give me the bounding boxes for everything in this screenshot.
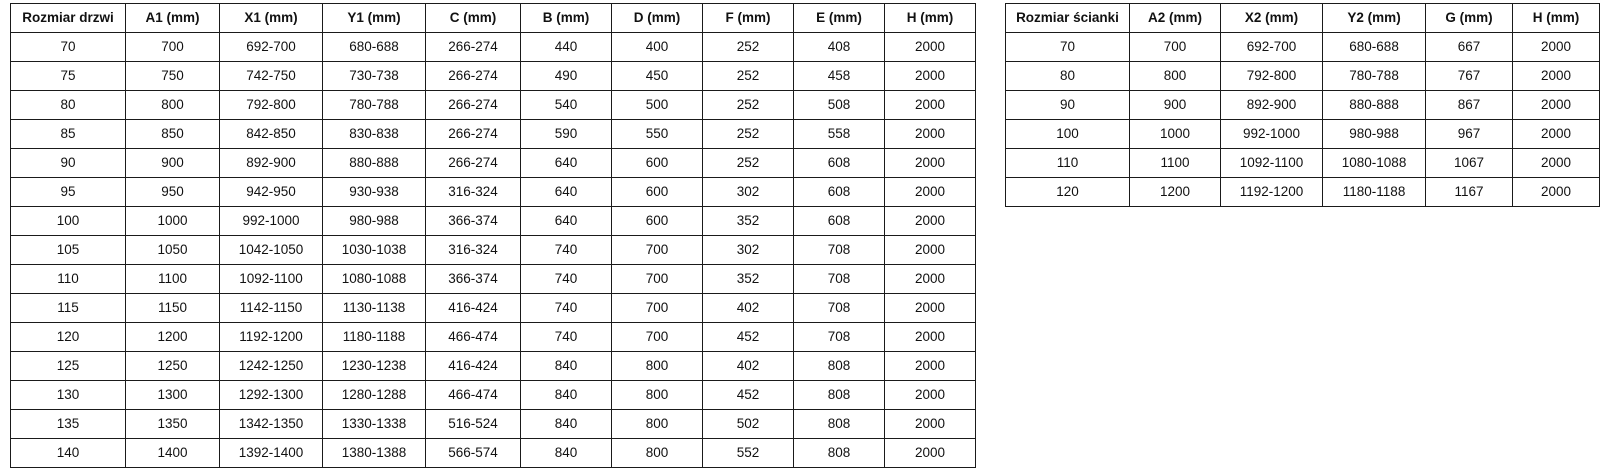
table-cell: 115 bbox=[11, 294, 126, 323]
table-cell: 880-888 bbox=[323, 149, 426, 178]
table-cell: 2000 bbox=[885, 91, 976, 120]
table-cell: 1100 bbox=[126, 265, 220, 294]
table-header-row bbox=[1006, 4, 1600, 33]
table-cell: 792-800 bbox=[1221, 62, 1323, 91]
table-cell: 1042-1050 bbox=[220, 236, 323, 265]
table-cell: 850 bbox=[126, 120, 220, 149]
table-cell: 2000 bbox=[885, 410, 976, 439]
table-cell: 2000 bbox=[885, 62, 976, 91]
table-cell: 667 bbox=[1426, 33, 1513, 62]
table-cell: 2000 bbox=[885, 352, 976, 381]
table-cell: 1242-1250 bbox=[220, 352, 323, 381]
table-cell: 1092-1100 bbox=[220, 265, 323, 294]
table-cell: 416-424 bbox=[426, 294, 521, 323]
table-cell: 730-738 bbox=[323, 62, 426, 91]
table-cell: 1192-1200 bbox=[220, 323, 323, 352]
column-header: D (mm) bbox=[612, 4, 703, 33]
table-cell: 740 bbox=[521, 236, 612, 265]
table-cell: 352 bbox=[703, 265, 794, 294]
table-cell: 508 bbox=[794, 91, 885, 120]
table-cell: 2000 bbox=[885, 178, 976, 207]
table-cell: 1192-1200 bbox=[1221, 178, 1323, 207]
table-cell: 980-988 bbox=[1323, 120, 1426, 149]
table-cell: 490 bbox=[521, 62, 612, 91]
table-cell: 120 bbox=[11, 323, 126, 352]
table-cell: 867 bbox=[1426, 91, 1513, 120]
table-cell: 452 bbox=[703, 323, 794, 352]
table-cell: 1050 bbox=[126, 236, 220, 265]
table-cell: 608 bbox=[794, 207, 885, 236]
table-cell: 800 bbox=[612, 439, 703, 468]
table-cell: 1380-1388 bbox=[323, 439, 426, 468]
column-header: G (mm) bbox=[1426, 4, 1513, 33]
table-cell: 780-788 bbox=[323, 91, 426, 120]
table-cell: 566-574 bbox=[426, 439, 521, 468]
table-cell: 466-474 bbox=[426, 323, 521, 352]
table-cell: 452 bbox=[703, 381, 794, 410]
table-cell: 450 bbox=[612, 62, 703, 91]
table-cell: 1250 bbox=[126, 352, 220, 381]
table-cell: 125 bbox=[11, 352, 126, 381]
table-cell: 85 bbox=[11, 120, 126, 149]
table-cell: 316-324 bbox=[426, 236, 521, 265]
table-cell: 692-700 bbox=[1221, 33, 1323, 62]
table-cell: 2000 bbox=[885, 149, 976, 178]
table-cell: 70 bbox=[1006, 33, 1130, 62]
table-cell: 2000 bbox=[885, 381, 976, 410]
column-header: X1 (mm) bbox=[220, 4, 323, 33]
table-cell: 700 bbox=[612, 265, 703, 294]
table-cell: 1142-1150 bbox=[220, 294, 323, 323]
table-row bbox=[1006, 62, 1600, 91]
table-cell: 708 bbox=[794, 294, 885, 323]
table-cell: 2000 bbox=[885, 265, 976, 294]
table-cell: 808 bbox=[794, 439, 885, 468]
column-header: A2 (mm) bbox=[1129, 4, 1220, 33]
table-row bbox=[11, 410, 976, 439]
table-cell: 808 bbox=[794, 352, 885, 381]
table-cell: 416-424 bbox=[426, 352, 521, 381]
table-cell: 840 bbox=[521, 381, 612, 410]
table-row bbox=[1006, 91, 1600, 120]
table-cell: 808 bbox=[794, 410, 885, 439]
table-cell: 302 bbox=[703, 178, 794, 207]
table-row bbox=[11, 265, 976, 294]
table-cell: 466-474 bbox=[426, 381, 521, 410]
table-cell: 2000 bbox=[1513, 33, 1600, 62]
table-cell: 135 bbox=[11, 410, 126, 439]
table-cell: 80 bbox=[1006, 62, 1130, 91]
column-header: Rozmiar ścianki bbox=[1006, 4, 1130, 33]
table-cell: 400 bbox=[612, 33, 703, 62]
wall-size-table bbox=[1005, 3, 1600, 207]
table-cell: 740 bbox=[521, 294, 612, 323]
table-cell: 900 bbox=[1129, 91, 1220, 120]
table-cell: 2000 bbox=[1513, 149, 1600, 178]
table-cell: 680-688 bbox=[323, 33, 426, 62]
table-cell: 1092-1100 bbox=[1221, 149, 1323, 178]
table-cell: 130 bbox=[11, 381, 126, 410]
table-cell: 2000 bbox=[1513, 91, 1600, 120]
table-cell: 708 bbox=[794, 323, 885, 352]
table-cell: 980-988 bbox=[323, 207, 426, 236]
table-cell: 458 bbox=[794, 62, 885, 91]
table-cell: 90 bbox=[1006, 91, 1130, 120]
table-cell: 352 bbox=[703, 207, 794, 236]
table-cell: 692-700 bbox=[220, 33, 323, 62]
table-cell: 120 bbox=[1006, 178, 1130, 207]
table-row bbox=[1006, 149, 1600, 178]
table-cell: 740 bbox=[521, 265, 612, 294]
table-cell: 1000 bbox=[1129, 120, 1220, 149]
table-cell: 402 bbox=[703, 294, 794, 323]
table-cell: 402 bbox=[703, 352, 794, 381]
table-cell: 366-374 bbox=[426, 265, 521, 294]
table-cell: 90 bbox=[11, 149, 126, 178]
table-cell: 1392-1400 bbox=[220, 439, 323, 468]
table-cell: 252 bbox=[703, 149, 794, 178]
table-cell: 316-324 bbox=[426, 178, 521, 207]
table-cell: 600 bbox=[612, 178, 703, 207]
table-cell: 608 bbox=[794, 149, 885, 178]
table-cell: 600 bbox=[612, 207, 703, 236]
table-row bbox=[1006, 178, 1600, 207]
wall-size-table-container bbox=[1005, 3, 1600, 207]
table-cell: 1180-1188 bbox=[323, 323, 426, 352]
door-size-table bbox=[10, 3, 976, 468]
table-cell: 1030-1038 bbox=[323, 236, 426, 265]
table-cell: 700 bbox=[612, 323, 703, 352]
table-cell: 266-274 bbox=[426, 149, 521, 178]
column-header: Rozmiar drzwi bbox=[11, 4, 126, 33]
table-row bbox=[11, 91, 976, 120]
table-row bbox=[11, 207, 976, 236]
table-cell: 640 bbox=[521, 149, 612, 178]
column-header: B (mm) bbox=[521, 4, 612, 33]
table-cell: 1330-1338 bbox=[323, 410, 426, 439]
table-cell: 140 bbox=[11, 439, 126, 468]
table-cell: 1130-1138 bbox=[323, 294, 426, 323]
table-cell: 2000 bbox=[1513, 120, 1600, 149]
table-row bbox=[11, 381, 976, 410]
table-cell: 892-900 bbox=[1221, 91, 1323, 120]
table-cell: 792-800 bbox=[220, 91, 323, 120]
column-header: Y2 (mm) bbox=[1323, 4, 1426, 33]
table-cell: 540 bbox=[521, 91, 612, 120]
column-header: X2 (mm) bbox=[1221, 4, 1323, 33]
table-cell: 780-788 bbox=[1323, 62, 1426, 91]
table-cell: 830-838 bbox=[323, 120, 426, 149]
table-cell: 800 bbox=[612, 352, 703, 381]
table-cell: 550 bbox=[612, 120, 703, 149]
table-cell: 1350 bbox=[126, 410, 220, 439]
column-header: E (mm) bbox=[794, 4, 885, 33]
column-header: A1 (mm) bbox=[126, 4, 220, 33]
table-cell: 95 bbox=[11, 178, 126, 207]
table-cell: 590 bbox=[521, 120, 612, 149]
table-cell: 2000 bbox=[1513, 62, 1600, 91]
table-cell: 252 bbox=[703, 91, 794, 120]
table-cell: 967 bbox=[1426, 120, 1513, 149]
table-row bbox=[11, 352, 976, 381]
table-cell: 708 bbox=[794, 265, 885, 294]
table-cell: 942-950 bbox=[220, 178, 323, 207]
table-cell: 558 bbox=[794, 120, 885, 149]
table-cell: 1230-1238 bbox=[323, 352, 426, 381]
table-cell: 552 bbox=[703, 439, 794, 468]
table-row bbox=[1006, 33, 1600, 62]
table-cell: 2000 bbox=[885, 323, 976, 352]
table-cell: 100 bbox=[11, 207, 126, 236]
table-header-row bbox=[11, 4, 976, 33]
table-cell: 950 bbox=[126, 178, 220, 207]
table-cell: 266-274 bbox=[426, 62, 521, 91]
table-cell: 750 bbox=[126, 62, 220, 91]
table-cell: 1300 bbox=[126, 381, 220, 410]
table-cell: 992-1000 bbox=[1221, 120, 1323, 149]
table-cell: 1000 bbox=[126, 207, 220, 236]
table-cell: 740 bbox=[521, 323, 612, 352]
table-cell: 516-524 bbox=[426, 410, 521, 439]
table-cell: 302 bbox=[703, 236, 794, 265]
column-header: C (mm) bbox=[426, 4, 521, 33]
table-cell: 1080-1088 bbox=[1323, 149, 1426, 178]
table-cell: 2000 bbox=[885, 120, 976, 149]
table-cell: 252 bbox=[703, 120, 794, 149]
table-cell: 640 bbox=[521, 207, 612, 236]
table-row bbox=[11, 149, 976, 178]
table-cell: 1167 bbox=[1426, 178, 1513, 207]
column-header: F (mm) bbox=[703, 4, 794, 33]
table-cell: 840 bbox=[521, 439, 612, 468]
column-header: H (mm) bbox=[885, 4, 976, 33]
table-cell: 110 bbox=[1006, 149, 1130, 178]
table-row bbox=[11, 62, 976, 91]
table-cell: 767 bbox=[1426, 62, 1513, 91]
table-cell: 408 bbox=[794, 33, 885, 62]
table-cell: 1100 bbox=[1129, 149, 1220, 178]
table-cell: 808 bbox=[794, 381, 885, 410]
table-cell: 2000 bbox=[885, 236, 976, 265]
table-cell: 500 bbox=[612, 91, 703, 120]
table-cell: 1067 bbox=[1426, 149, 1513, 178]
table-cell: 700 bbox=[126, 33, 220, 62]
column-header: H (mm) bbox=[1513, 4, 1600, 33]
column-header: Y1 (mm) bbox=[323, 4, 426, 33]
table-row bbox=[11, 33, 976, 62]
table-row bbox=[11, 294, 976, 323]
table-row bbox=[11, 439, 976, 468]
door-size-table-container bbox=[10, 3, 976, 468]
table-cell: 105 bbox=[11, 236, 126, 265]
table-row bbox=[11, 323, 976, 352]
table-row bbox=[11, 236, 976, 265]
table-cell: 700 bbox=[612, 236, 703, 265]
table-cell: 75 bbox=[11, 62, 126, 91]
table-cell: 930-938 bbox=[323, 178, 426, 207]
table-cell: 2000 bbox=[885, 439, 976, 468]
table-cell: 266-274 bbox=[426, 120, 521, 149]
table-cell: 880-888 bbox=[1323, 91, 1426, 120]
table-cell: 840 bbox=[521, 410, 612, 439]
table-cell: 842-850 bbox=[220, 120, 323, 149]
table-cell: 1400 bbox=[126, 439, 220, 468]
table-cell: 708 bbox=[794, 236, 885, 265]
table-cell: 2000 bbox=[1513, 178, 1600, 207]
table-row bbox=[11, 178, 976, 207]
table-cell: 600 bbox=[612, 149, 703, 178]
table-cell: 70 bbox=[11, 33, 126, 62]
table-cell: 640 bbox=[521, 178, 612, 207]
table-cell: 252 bbox=[703, 62, 794, 91]
table-cell: 1200 bbox=[126, 323, 220, 352]
table-cell: 252 bbox=[703, 33, 794, 62]
table-cell: 100 bbox=[1006, 120, 1130, 149]
table-cell: 1280-1288 bbox=[323, 381, 426, 410]
table-cell: 800 bbox=[1129, 62, 1220, 91]
table-cell: 2000 bbox=[885, 207, 976, 236]
table-cell: 1200 bbox=[1129, 178, 1220, 207]
table-cell: 840 bbox=[521, 352, 612, 381]
table-cell: 608 bbox=[794, 178, 885, 207]
table-row bbox=[1006, 120, 1600, 149]
table-cell: 900 bbox=[126, 149, 220, 178]
table-cell: 1342-1350 bbox=[220, 410, 323, 439]
table-cell: 700 bbox=[1129, 33, 1220, 62]
table-cell: 800 bbox=[126, 91, 220, 120]
table-cell: 2000 bbox=[885, 294, 976, 323]
table-cell: 800 bbox=[612, 410, 703, 439]
table-cell: 992-1000 bbox=[220, 207, 323, 236]
table-cell: 1292-1300 bbox=[220, 381, 323, 410]
table-cell: 680-688 bbox=[1323, 33, 1426, 62]
table-cell: 800 bbox=[612, 381, 703, 410]
table-cell: 742-750 bbox=[220, 62, 323, 91]
table-cell: 1150 bbox=[126, 294, 220, 323]
table-cell: 892-900 bbox=[220, 149, 323, 178]
table-cell: 2000 bbox=[885, 33, 976, 62]
table-cell: 700 bbox=[612, 294, 703, 323]
table-cell: 1180-1188 bbox=[1323, 178, 1426, 207]
table-cell: 440 bbox=[521, 33, 612, 62]
table-cell: 80 bbox=[11, 91, 126, 120]
table-cell: 366-374 bbox=[426, 207, 521, 236]
table-cell: 1080-1088 bbox=[323, 265, 426, 294]
table-cell: 110 bbox=[11, 265, 126, 294]
table-row bbox=[11, 120, 976, 149]
table-cell: 502 bbox=[703, 410, 794, 439]
table-cell: 266-274 bbox=[426, 33, 521, 62]
table-cell: 266-274 bbox=[426, 91, 521, 120]
